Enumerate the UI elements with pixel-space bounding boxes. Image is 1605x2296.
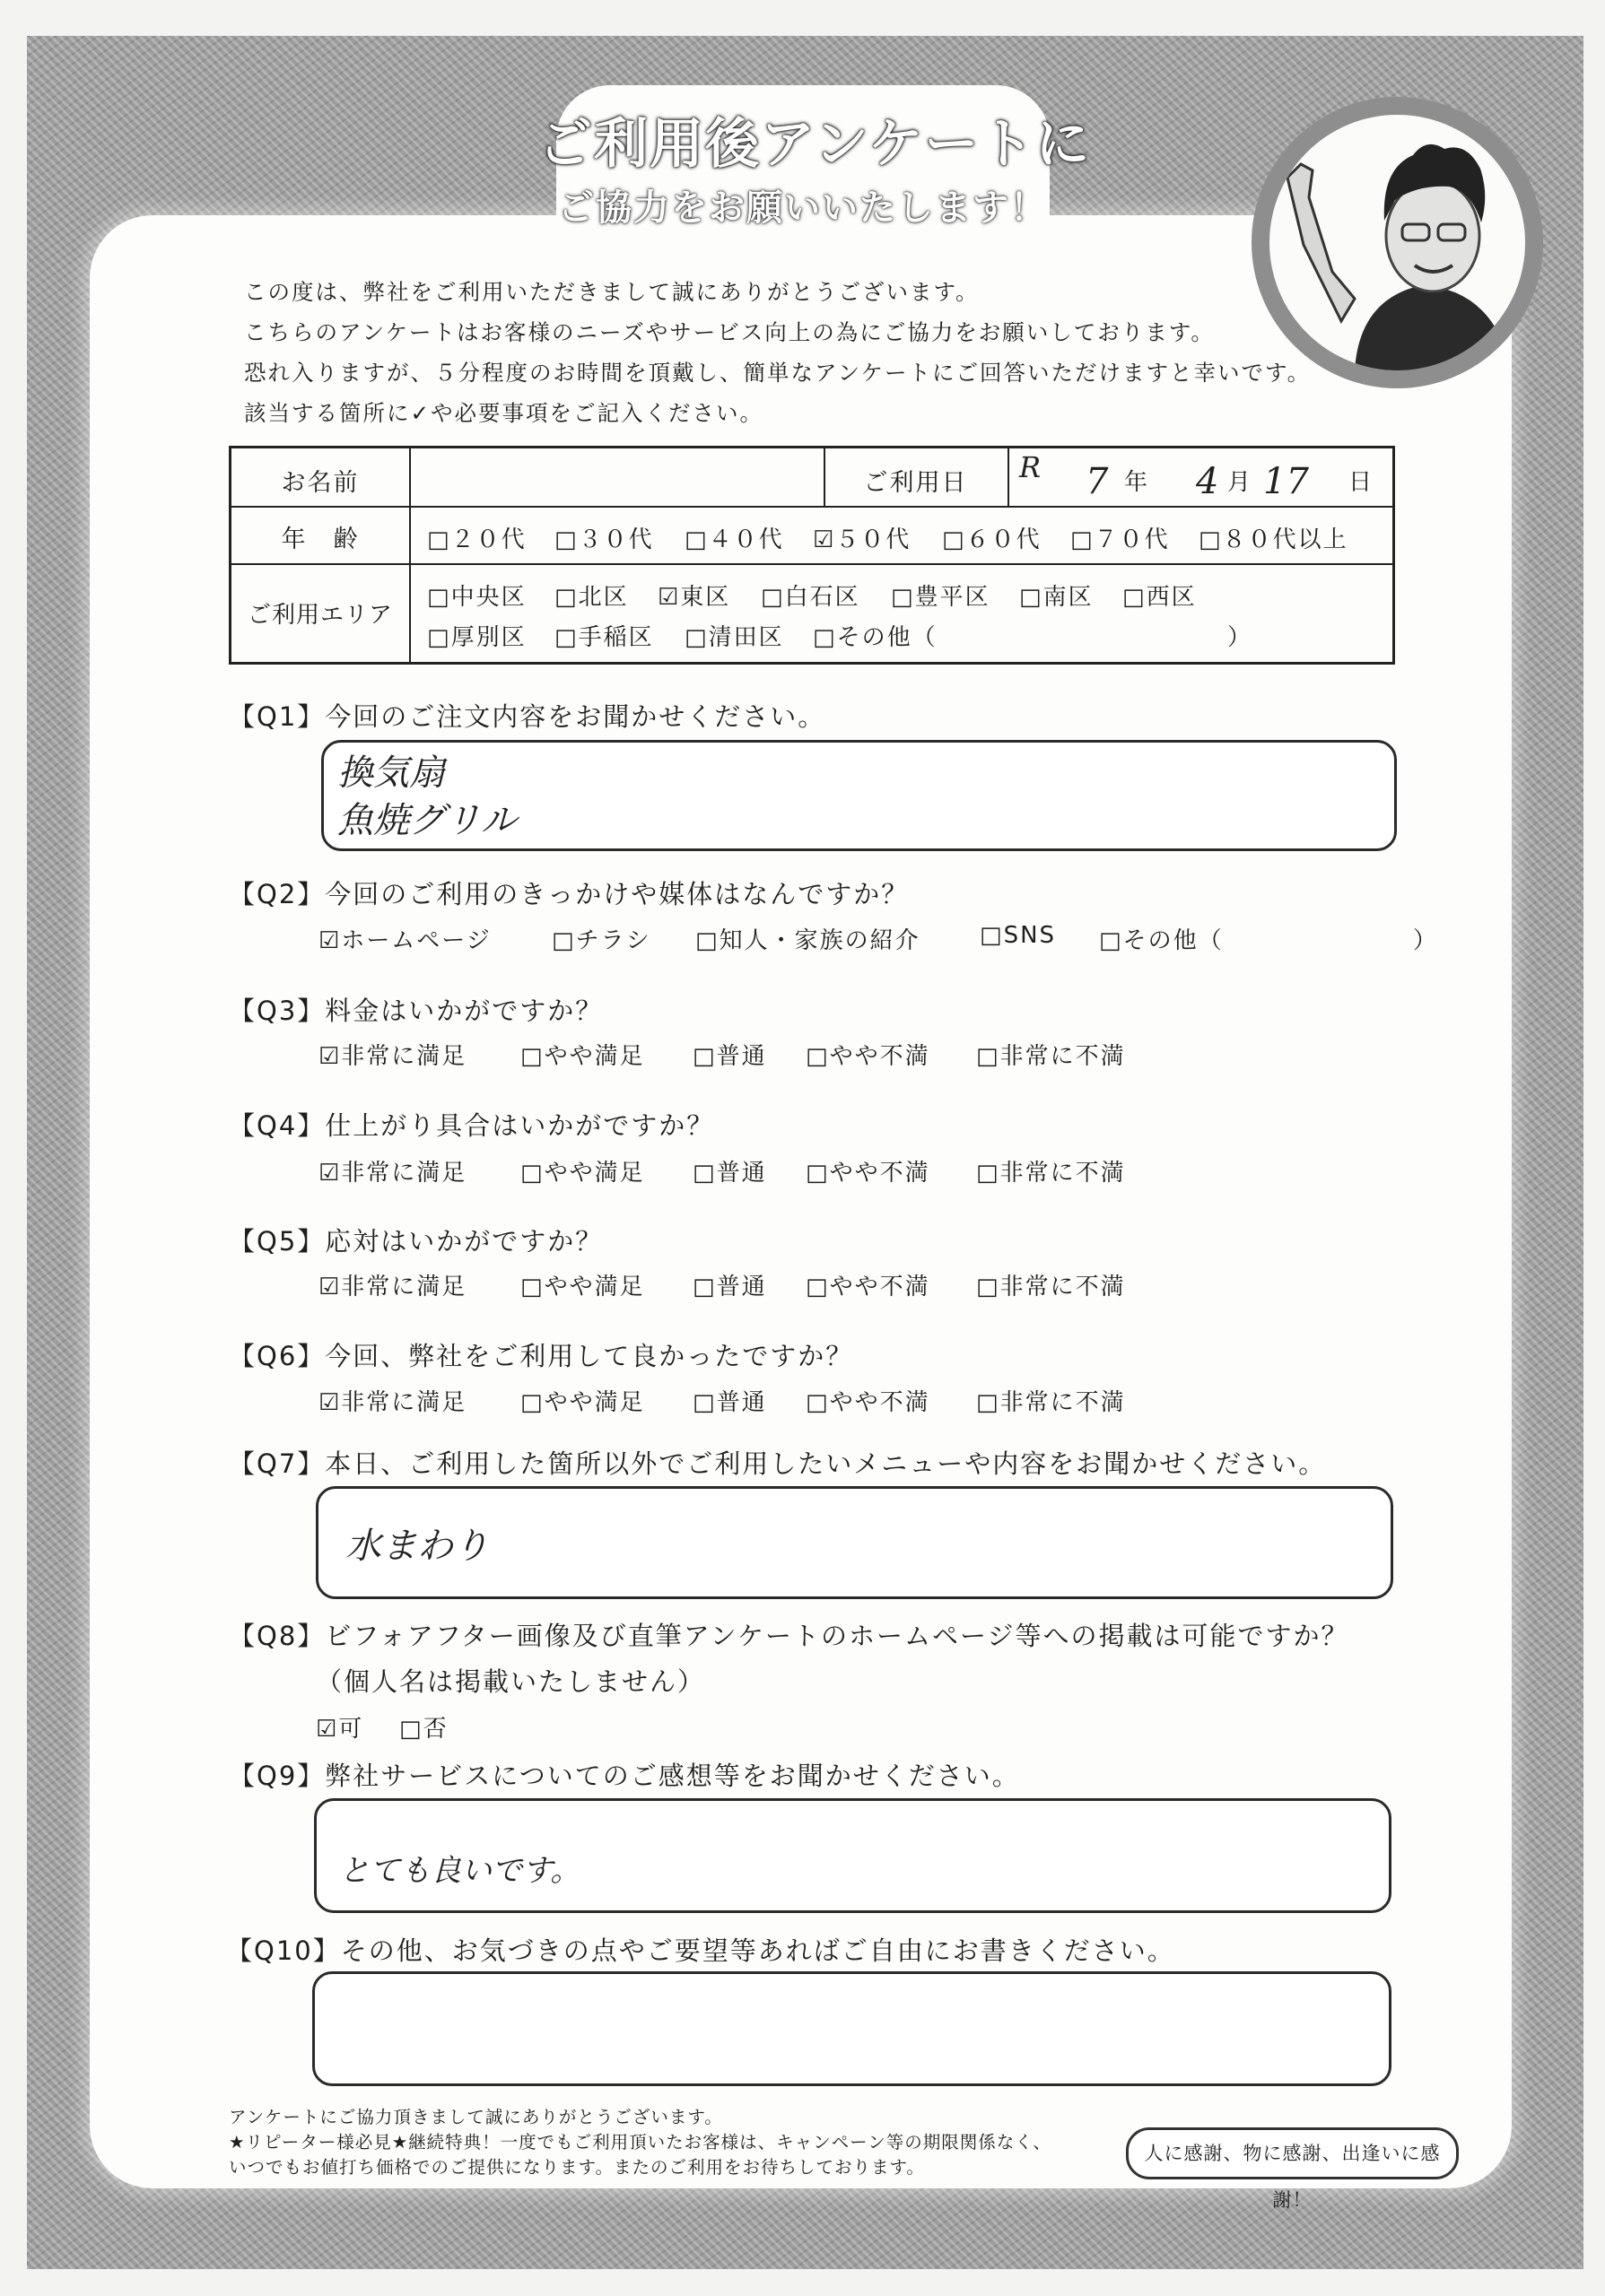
age-option[interactable]: □３０代 <box>554 526 654 553</box>
q5-label: 【Q5】応対はいかがですか？ <box>229 1226 604 1257</box>
table-divider <box>1007 448 1009 506</box>
area-option[interactable]: □白石区 <box>761 584 860 611</box>
intro-line: 恐れ入りますが、５分程度のお時間を頂戴し、簡単なアンケートにご回答いただけますと幸いです。 <box>244 360 1312 386</box>
age-option[interactable]: □４０代 <box>685 526 784 553</box>
q9-answer: とても良いです。 <box>339 1853 581 1889</box>
q5-option[interactable]: □非常に不満 <box>976 1274 1126 1300</box>
page-subtitle: ご協力をお願いいたします！ <box>558 187 1048 229</box>
month-unit: 月 <box>1227 469 1253 496</box>
q3-option[interactable]: □非常に不満 <box>976 1043 1126 1070</box>
age-option[interactable]: ☑５０代 <box>813 526 912 553</box>
q3-option[interactable]: □やや不満 <box>806 1043 930 1070</box>
area-option[interactable]: ☑東区 <box>658 584 731 611</box>
q6-option[interactable]: □非常に不満 <box>976 1389 1126 1416</box>
avatar <box>1269 115 1525 370</box>
day-unit: 日 <box>1348 469 1374 496</box>
age-option[interactable]: □６０代 <box>942 526 1042 553</box>
q5-option[interactable]: □やや不満 <box>806 1274 930 1300</box>
q6-option[interactable]: □やや満足 <box>520 1389 645 1416</box>
area-option[interactable]: □北区 <box>554 584 629 611</box>
area-option[interactable]: □清田区 <box>685 624 784 651</box>
intro-line: この度は、弊社をご利用いただきまして誠にありがとうございます。 <box>244 279 980 305</box>
table-divider <box>231 563 1392 565</box>
q6-option[interactable]: □普通 <box>693 1389 767 1416</box>
intro-line: 該当する箇所に✓や必要事項をご記入ください。 <box>244 400 764 426</box>
q3-option[interactable]: ☑非常に満足 <box>318 1043 467 1070</box>
q5-option[interactable]: □やや満足 <box>520 1274 645 1300</box>
company-motto: 人に感謝、物に感謝、出逢いに感謝！ <box>1126 2127 1459 2179</box>
area-option[interactable]: □豊平区 <box>891 584 990 611</box>
footer-repeater-note: ★リピーター様必見★継続特典！一度でもご利用頂いたお客様は、キャンペーン等の期限関係なく、 <box>229 2132 1051 2152</box>
age-label: 年 齢 <box>281 526 360 553</box>
area-other-close: ） <box>1227 624 1253 651</box>
q4-label: 【Q4】仕上がり具合はいかがですか？ <box>229 1110 715 1141</box>
area-option[interactable]: □手稲区 <box>554 624 654 651</box>
area-option[interactable]: □厚別区 <box>427 624 527 651</box>
q1-label: 【Q1】今回のご注文内容をお聞かせください。 <box>229 701 826 732</box>
footer-thanks: アンケートにご協力頂きまして誠にありがとうございます。 <box>229 2107 723 2127</box>
footer-closing: いつでもお値打ち価格でのご提供になります。またのご利用をお待ちしております。 <box>229 2157 925 2178</box>
q8-label: 【Q8】ビフォアフター画像及び直筆アンケートのホームページ等への掲載は可能ですか？ <box>229 1621 1349 1651</box>
q7-label: 【Q7】本日、ご利用した箇所以外でご利用したいメニューや内容をお聞かせください。 <box>229 1448 1327 1479</box>
q2-option[interactable]: □知人・家族の紹介 <box>695 927 920 954</box>
q2-other-close: ） <box>1413 927 1439 954</box>
year-unit: 年 <box>1124 469 1150 496</box>
q8-note: （個人名は掲載いたしません） <box>316 1666 706 1697</box>
q4-option[interactable]: □やや不満 <box>806 1160 930 1187</box>
q6-label: 【Q6】今回、弊社をご利用して良かったですか？ <box>229 1341 854 1371</box>
customer-info-table <box>229 446 1395 665</box>
intro-line: こちらのアンケートはお客様のニーズやサービス向上の為にご協力をお願いしております。 <box>244 319 1215 345</box>
date-year: 7 <box>1086 461 1109 502</box>
q7-answer: 水まわり <box>345 1526 489 1567</box>
area-option[interactable]: □南区 <box>1019 584 1094 611</box>
q1-answer-line: 換気扇 <box>337 752 445 794</box>
area-option[interactable]: □その他（ <box>813 624 938 651</box>
age-option[interactable]: □２０代 <box>427 526 527 553</box>
q2-label: 【Q2】今回のご利用のきっかけや媒体はなんですか？ <box>229 879 910 909</box>
q2-option[interactable]: □チラシ <box>552 927 651 954</box>
area-option[interactable]: □中央区 <box>427 584 527 611</box>
q3-option[interactable]: □やや満足 <box>520 1043 645 1070</box>
q5-option[interactable]: ☑非常に満足 <box>318 1274 467 1300</box>
q8-option[interactable]: ☑可 <box>316 1716 364 1743</box>
date-label: ご利用日 <box>863 469 968 497</box>
q2-option[interactable]: □SNS <box>980 922 1057 949</box>
q9-label: 【Q9】弊社サービスについてのご感想等をお聞かせください。 <box>229 1761 1020 1791</box>
page-title: ご利用後アンケートに <box>538 113 1092 176</box>
q5-option[interactable]: □普通 <box>693 1274 767 1300</box>
table-divider <box>231 506 1392 508</box>
q1-answer-box[interactable] <box>321 740 1397 851</box>
staff-photo-icon <box>1269 115 1525 370</box>
q9-answer-box[interactable] <box>314 1798 1391 1913</box>
q4-option[interactable]: □非常に不満 <box>976 1160 1126 1187</box>
q7-answer-box[interactable] <box>316 1486 1393 1599</box>
area-label: ご利用エリア <box>247 602 393 629</box>
area-option[interactable]: □西区 <box>1122 584 1197 611</box>
age-option[interactable]: □８０代以上 <box>1199 526 1348 553</box>
date-month: 4 <box>1196 461 1219 502</box>
q2-option[interactable]: □その他（ <box>1099 927 1224 954</box>
age-option[interactable]: □７０代 <box>1070 526 1170 553</box>
q2-option[interactable]: ☑ホームページ <box>318 927 492 954</box>
q10-answer-box[interactable] <box>312 1971 1391 2086</box>
q10-label: 【Q10】その他、お気づきの点やご要望等あればご自由にお書きください。 <box>226 1935 1175 1966</box>
q8-option[interactable]: □否 <box>399 1716 449 1743</box>
date-day: 17 <box>1263 461 1309 502</box>
q4-option[interactable]: □やや満足 <box>520 1160 645 1187</box>
q6-option[interactable]: □やや不満 <box>806 1389 930 1416</box>
q3-label: 【Q3】料金はいかがですか？ <box>229 996 604 1026</box>
q4-option[interactable]: ☑非常に満足 <box>318 1160 467 1187</box>
q3-option[interactable]: □普通 <box>693 1043 767 1070</box>
date-era: R <box>1019 450 1042 484</box>
q6-option[interactable]: ☑非常に満足 <box>318 1389 467 1416</box>
table-divider <box>409 448 411 665</box>
q1-answer-line: 魚焼グリル <box>337 800 517 841</box>
q4-option[interactable]: □普通 <box>693 1160 767 1187</box>
name-label: お名前 <box>281 469 360 497</box>
